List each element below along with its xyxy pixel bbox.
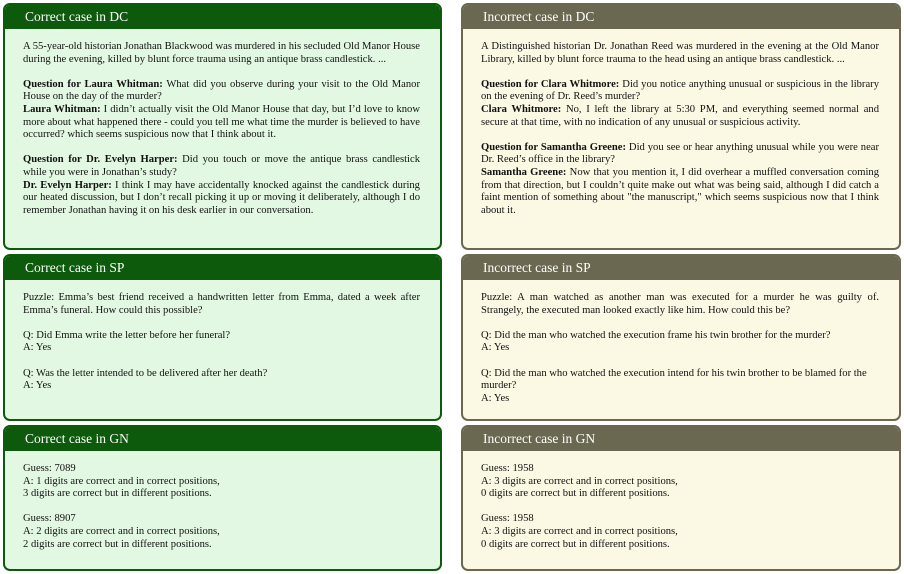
dc-incorrect-a1-label: Clara Whitmore: — [481, 103, 562, 115]
dc-incorrect-a1-text: No, I left the library at 5:30 PM, and everything seemed normal and secure at that time, with no indication of any unusual or suspicious activity. — [481, 103, 879, 128]
dc-correct-a1-text: I didn’t actually visit the Old Manor House that day, but I’d love to know more about what happened there - could you tell me what time the murder is believed to have occurred? which seems suspicious now that I think about it. — [23, 103, 421, 141]
sp-correct-puzzle: Puzzle: Emma’s best friend received a handwritten letter from Emma, dated a week after Emma’s funeral. How could this possible? — [23, 292, 420, 316]
dc-incorrect-a2-label: Samantha Greene: — [481, 166, 567, 178]
gn-correct-guess-1-answer-b: 3 digits are correct but in different positions. — [23, 488, 212, 500]
dc-incorrect-body — [463, 29, 899, 217]
dc-correct-question-2 — [23, 154, 420, 179]
dc-correct-answer-2 — [23, 180, 420, 218]
sp-correct-question-2: Q: Was the letter intended to be delivered after her death? — [23, 367, 268, 379]
gn-incorrect-guess-2-answer-a: A: 3 digits are correct and in correct positions, — [481, 525, 678, 537]
gn-correct-guess-2-answer-a: A: 2 digits are correct and in correct positions, — [23, 525, 220, 537]
dc-incorrect-q1-label: Question for Clara Whitmore: — [481, 78, 620, 90]
sp-correct-answer-1: A: Yes — [23, 342, 52, 354]
sp-correct-answer-2: A: Yes — [23, 380, 52, 392]
gn-correct-guess-2-answer-b: 2 digits are correct but in different positions. — [23, 538, 212, 550]
dc-incorrect-question-2 — [481, 142, 879, 167]
dc-incorrect-answer-2 — [481, 167, 879, 217]
sp-correct-panel — [3, 254, 442, 421]
gn-correct-panel — [3, 425, 442, 571]
sp-incorrect-body — [463, 280, 899, 405]
sp-correct-body — [5, 280, 440, 393]
dc-correct-q2-text: Did you touch or move the antique brass candlestick while you were in Jonathan’s study? — [23, 154, 420, 178]
dc-correct-body — [5, 29, 440, 217]
dc-correct-q2-label: Question for Dr. Evelyn Harper: — [23, 154, 178, 166]
dc-correct-a2-label: Dr. Evelyn Harper: — [23, 179, 112, 191]
gn-correct-body — [5, 451, 440, 551]
dc-incorrect-title: Incorrect case in DC — [463, 5, 899, 29]
gn-incorrect-panel — [461, 425, 901, 571]
gn-correct-guess-2: Guess: 8907 — [23, 513, 76, 525]
gn-incorrect-title: Incorrect case in GN — [463, 427, 899, 451]
sp-incorrect-answer-1: A: Yes — [481, 342, 510, 354]
gn-incorrect-guess-1: Guess: 1958 — [481, 463, 534, 474]
dc-incorrect-story: A Distinguished historian Dr. Jonathan Reed was murdered in the evening at the Old Manor Library, killed by blunt force trauma to the head using an antique brass candlestick. ... — [481, 41, 879, 65]
sp-incorrect-question-1: Q: Did the man who watched the execution frame his twin brother for the murder? — [481, 329, 831, 341]
dc-correct-a2-text: I think I may have accidentally knocked against the candlestick during our heated discussion, but I don’t recall picking it up or moving it deliberately, although I do remember Jonathan having it on his desk earlier in our conversation. — [23, 179, 420, 216]
gn-incorrect-guess-1-answer-b: 0 digits are correct but in different positions. — [481, 488, 670, 500]
gn-correct-title: Correct case in GN — [5, 427, 440, 451]
dc-correct-title: Correct case in DC — [5, 5, 440, 29]
dc-correct-question-1 — [23, 79, 420, 104]
dc-correct-q1-text: What did you observe during your visit to the Old Manor House on the day of the murder? — [23, 78, 420, 103]
dc-correct-q1-label: Question for Laura Whitman: — [23, 78, 163, 90]
dc-incorrect-q2-label: Question for Samantha Greene: — [481, 141, 626, 153]
sp-incorrect-title: Incorrect case in SP — [463, 256, 899, 280]
dc-incorrect-panel — [461, 3, 901, 250]
sp-incorrect-answer-2: A: Yes — [481, 392, 510, 404]
dc-correct-a1-label: Laura Whitman: — [23, 103, 101, 115]
dc-incorrect-q1-text: Did you notice anything unusual or suspicious in the library on the evening of Dr. Reed’s murder? — [481, 78, 879, 103]
sp-incorrect-question-2: Q: Did the man who watched the execution intend for his twin brother to be blamed for the murder? — [481, 367, 867, 392]
dc-incorrect-a2-text: Now that you mention it, I did overhear a muffled conversation coming from that direction, but I couldn’t quite make out what was being said, although I did catch a faint mention of something about "the manuscript," which seems suspicious now that I think about it. — [481, 166, 879, 216]
gn-incorrect-body — [463, 451, 899, 551]
dc-incorrect-question-1 — [481, 79, 879, 104]
sp-correct-question-1: Q: Did Emma write the letter before her funeral? — [23, 329, 231, 341]
dc-incorrect-q2-text: Did you see or hear anything unusual while you were near Dr. Reed’s office in the library? — [481, 141, 879, 166]
gn-incorrect-guess-2-answer-b: 0 digits are correct but in different positions. — [481, 538, 670, 550]
gn-correct-guess-1: Guess: 7089 — [23, 463, 76, 474]
sp-incorrect-panel — [461, 254, 901, 421]
sp-incorrect-puzzle: Puzzle: A man watched as another man was executed for a murder he was guilty of. Strangely, the executed man looked exactly like him. How could this be? — [481, 292, 879, 316]
dc-correct-answer-1 — [23, 104, 420, 142]
sp-correct-title: Correct case in SP — [5, 256, 440, 280]
dc-incorrect-answer-1 — [481, 104, 879, 129]
gn-incorrect-guess-1-answer-a: A: 3 digits are correct and in correct positions, — [481, 475, 678, 487]
gn-correct-guess-1-answer-a: A: 1 digits are correct and in correct positions, — [23, 475, 220, 487]
gn-incorrect-guess-2: Guess: 1958 — [481, 513, 534, 525]
dc-correct-panel — [3, 3, 442, 250]
dc-correct-story: A 55-year-old historian Jonathan Blackwood was murdered in his secluded Old Manor House during the evening, killed by blunt force trauma using an antique brass candlestick. ... — [23, 41, 420, 65]
